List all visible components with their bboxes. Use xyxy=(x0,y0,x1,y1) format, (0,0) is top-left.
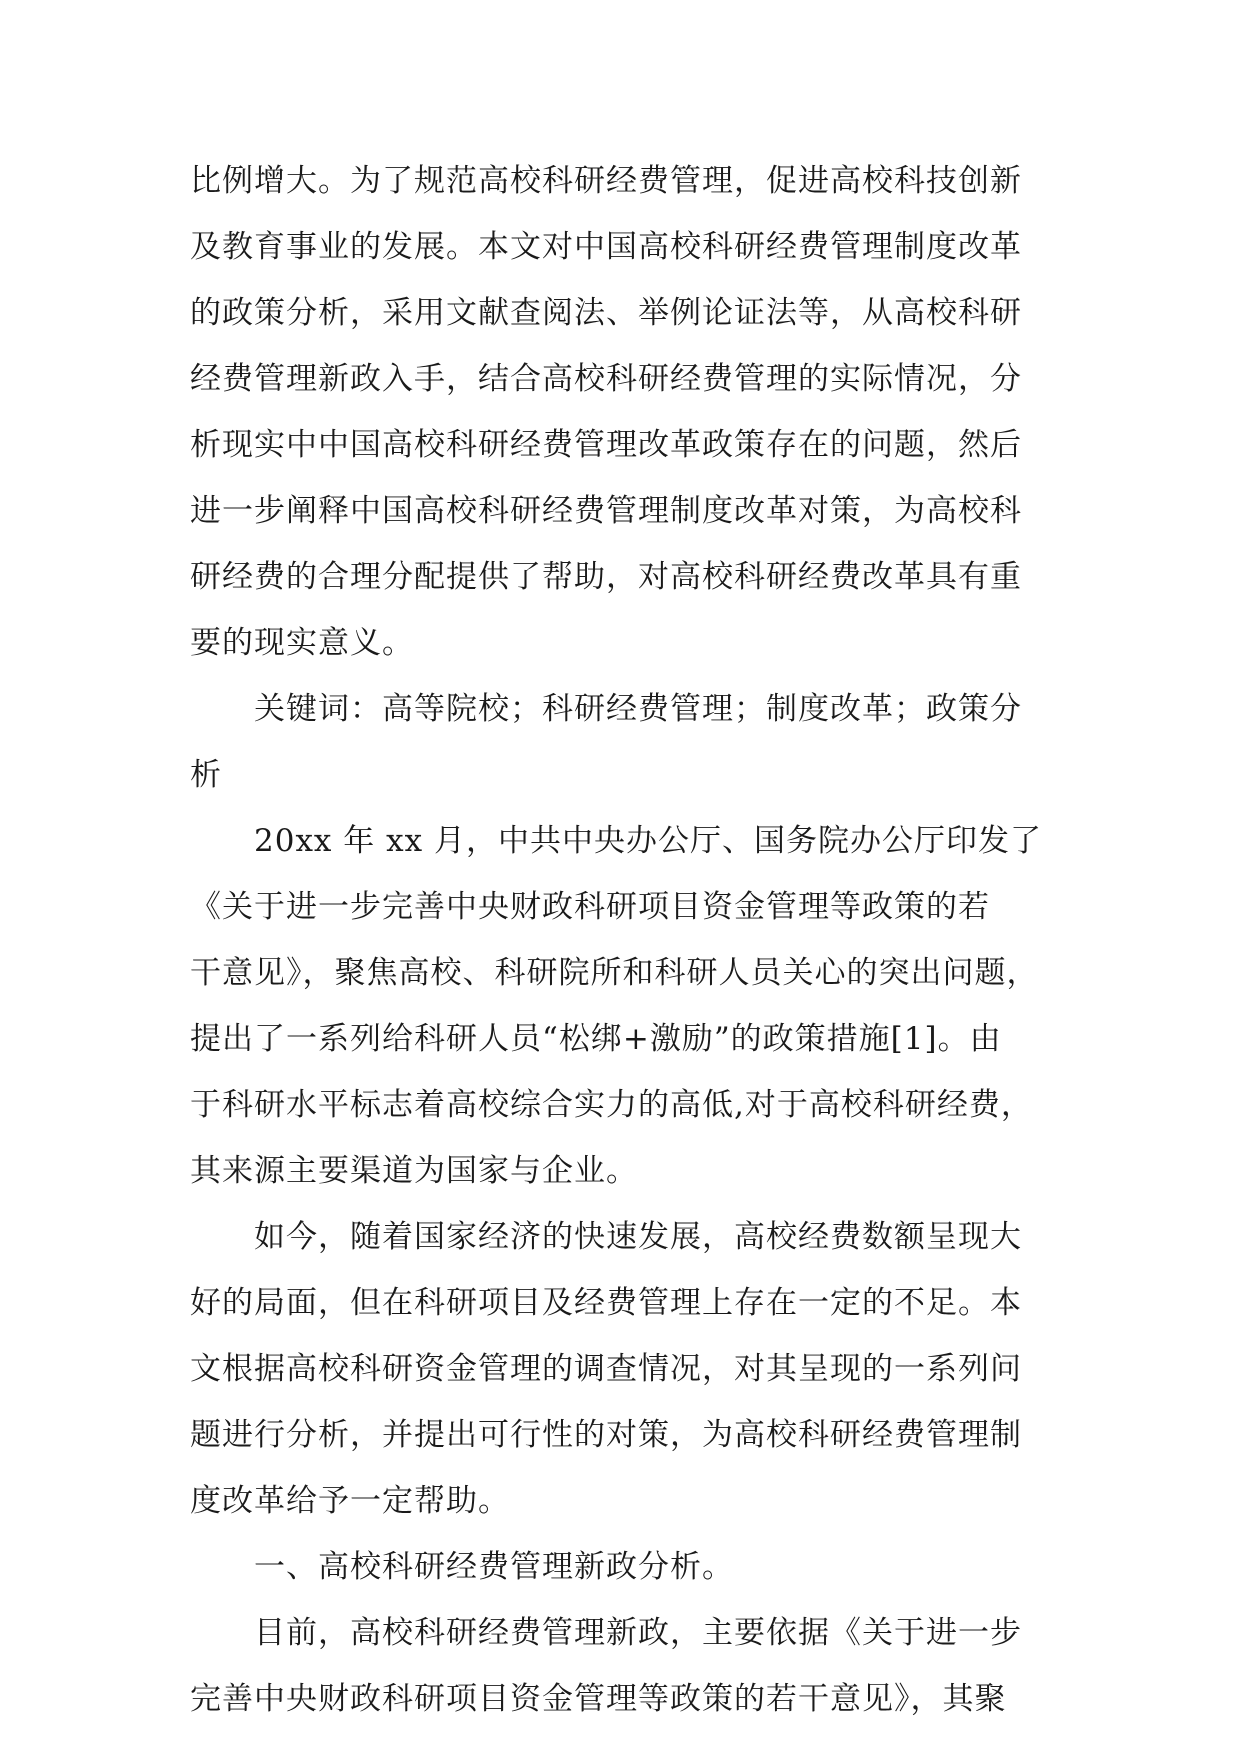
text-line: 析现实中中国高校科研经费管理改革政策存在的问题，然后 xyxy=(190,427,1022,463)
text-line: 其来源主要渠道为国家与企业。 xyxy=(190,1153,638,1189)
text-line: 进一步阐释中国高校科研经费管理制度改革对策，为高校科 xyxy=(190,493,1022,529)
text-line: 《关于进一步完善中央财政科研项目资金管理等政策的若 xyxy=(190,889,990,925)
text-line: 要的现实意义。 xyxy=(190,625,414,661)
text-line: 的政策分析，采用文献查阅法、举例论证法等，从高校科研 xyxy=(190,295,1022,331)
text-line: 及教育事业的发展。本文对中国高校科研经费管理制度改革 xyxy=(190,229,1022,265)
text-line: 比例增大。为了规范高校科研经费管理，促进高校科技创新 xyxy=(190,163,1022,199)
text-line: 研经费的合理分配提供了帮助，对高校科研经费改革具有重 xyxy=(190,559,1022,595)
text-line: 经费管理新政入手，结合高校科研经费管理的实际情况，分 xyxy=(190,361,1022,397)
text-line: 提出了一系列给科研人员“松绑+激励”的政策措施[1]。由 xyxy=(190,1021,1002,1057)
text-line: 完善中央财政科研项目资金管理等政策的若干意见》，其聚 xyxy=(190,1681,1007,1717)
text-line: 关键词：高等院校；科研经费管理；制度改革；政策分 xyxy=(254,691,1022,727)
text-line: 目前，高校科研经费管理新政，主要依据《关于进一步 xyxy=(254,1615,1022,1651)
text-line: 20xx 年 xx 月，中共中央办公厅、国务院办公厅印发了 xyxy=(254,823,1042,859)
text-line: 干意见》，聚焦高校、科研院所和科研人员关心的突出问题， xyxy=(190,955,1039,991)
document-body xyxy=(190,148,1052,1732)
text-line: 析 xyxy=(190,757,222,793)
text-line: 于科研水平标志着高校综合实力的高低,对于高校科研经费， xyxy=(190,1087,1033,1123)
text-line: 度改革给予一定帮助。 xyxy=(190,1483,510,1519)
text-line: 如今，随着国家经济的快速发展，高校经费数额呈现大 xyxy=(254,1219,1022,1255)
text-line: 一、高校科研经费管理新政分析。 xyxy=(254,1549,734,1585)
text-line: 文根据高校科研资金管理的调查情况，对其呈现的一系列问 xyxy=(190,1351,1022,1387)
text-line: 好的局面，但在科研项目及经费管理上存在一定的不足。本 xyxy=(190,1285,1022,1321)
text-line: 题进行分析，并提出可行性的对策，为高校科研经费管理制 xyxy=(190,1417,1022,1453)
